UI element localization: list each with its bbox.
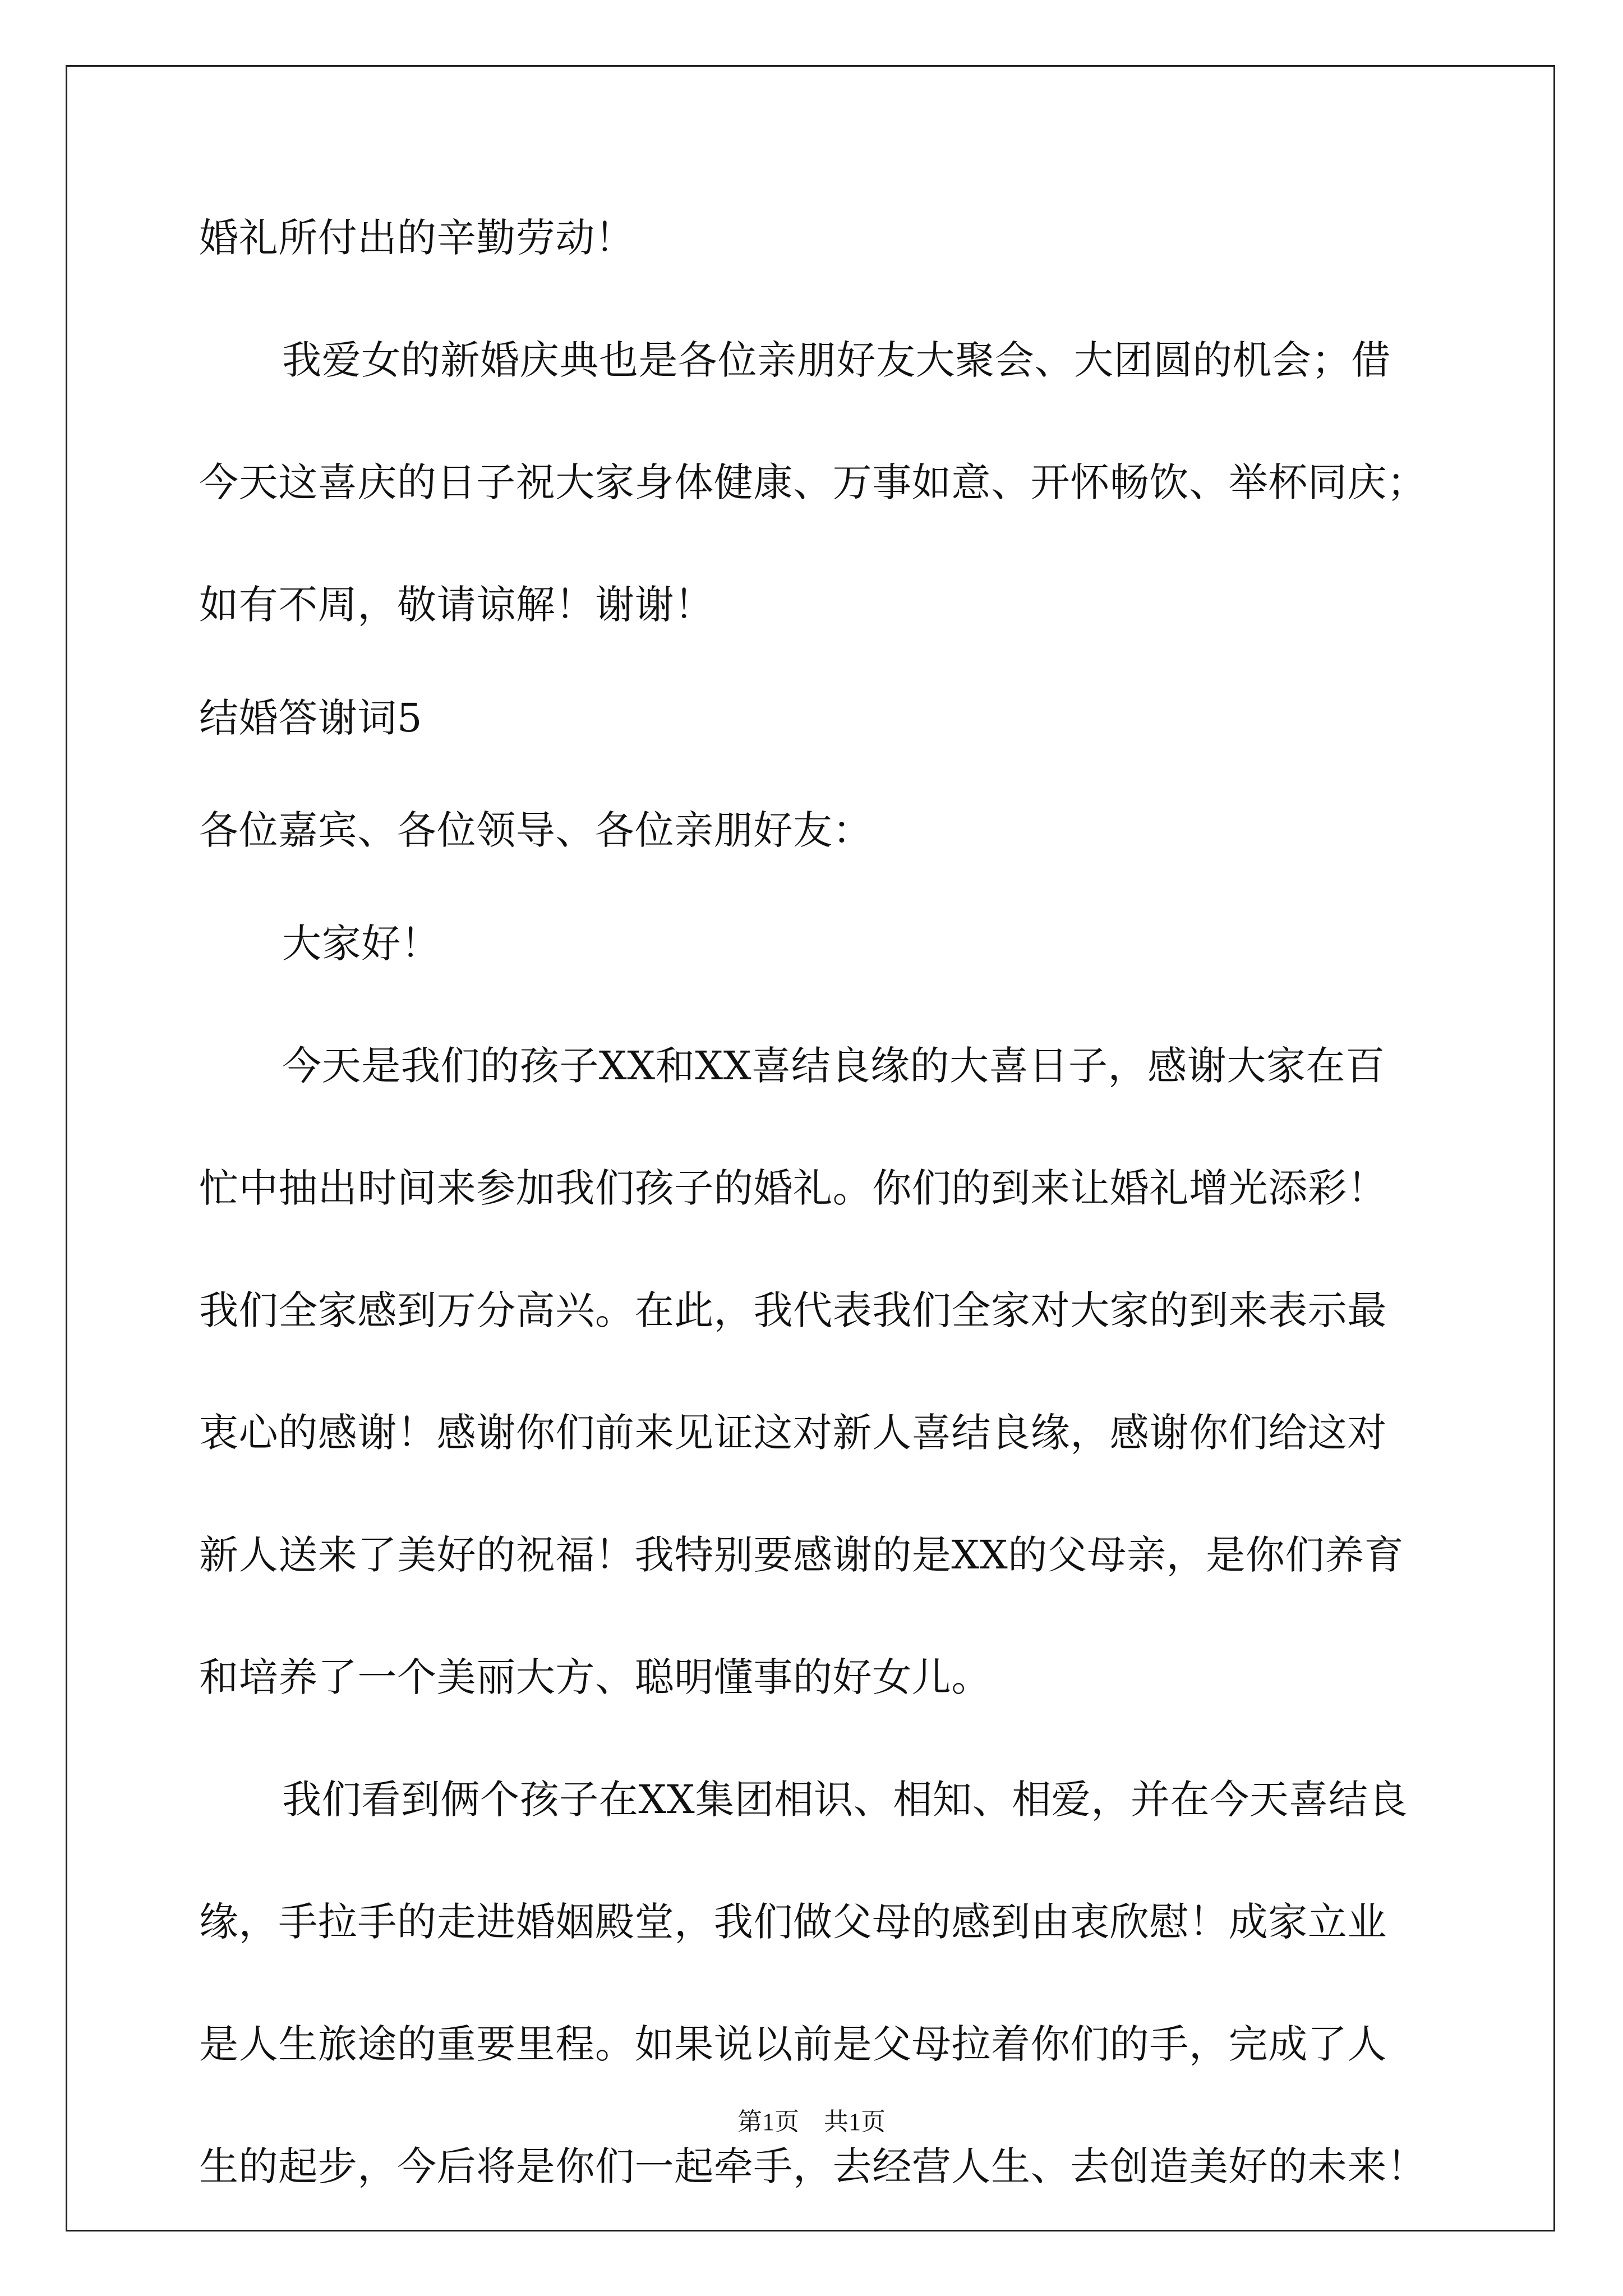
paragraph-line: 我们看到俩个孩子在XX集团相识、相知、相爱，并在今天喜结良 [282,1777,1408,1823]
page-number-footer: 第1页 共1页 [737,2108,886,2136]
paragraph-line: 我爱女的新婚庆典也是各位亲朋好友大聚会、大团圆的机会；借 [282,337,1391,383]
greeting-line: 大家好！ [282,921,441,967]
paragraph-line: 新人送来了美好的祝福！我特别要感谢的是XX的父母亲，是你们养育 [199,1532,1404,1578]
paragraph-line: 忙中抽出时间来参加我们孩子的婚礼。你们的到来让婚礼增光添彩！ [199,1165,1387,1211]
paragraph-line: 生的起步，今后将是你们一起牵手，去经营人生、去创造美好的未来！ [199,2143,1427,2189]
paragraph-line: 衷心的感谢！感谢你们前来见证这对新人喜结良缘，感谢你们给这对 [199,1410,1387,1456]
salutation-line: 各位嘉宾、各位领导、各位亲朋好友： [199,807,873,853]
paragraph-line: 是人生旅途的重要里程。如果说以前是父母拉着你们的手，完成了人 [199,2021,1387,2067]
paragraph-line: 和培养了一个美丽大方、聪明懂事的好女儿。 [199,1654,991,1700]
paragraph-line: 今天是我们的孩子XX和XX喜结良缘的大喜日子，感谢大家在百 [282,1043,1385,1089]
paragraph-line: 缘，手拉手的走进婚姻殿堂，我们做父母的感到由衷欣慰！成家立业 [199,1899,1387,1945]
section-heading: 结婚答谢词5 [199,695,423,741]
paragraph-line: 婚礼所付出的辛勤劳动！ [199,215,635,261]
paragraph-line: 如有不周，敬请谅解！谢谢！ [199,582,714,628]
paragraph-line: 我们全家感到万分高兴。在此，我代表我们全家对大家的到来表示最 [199,1287,1387,1333]
paragraph-line: 今天这喜庆的日子祝大家身体健康、万事如意、开怀畅饮、举杯同庆； [199,459,1427,505]
